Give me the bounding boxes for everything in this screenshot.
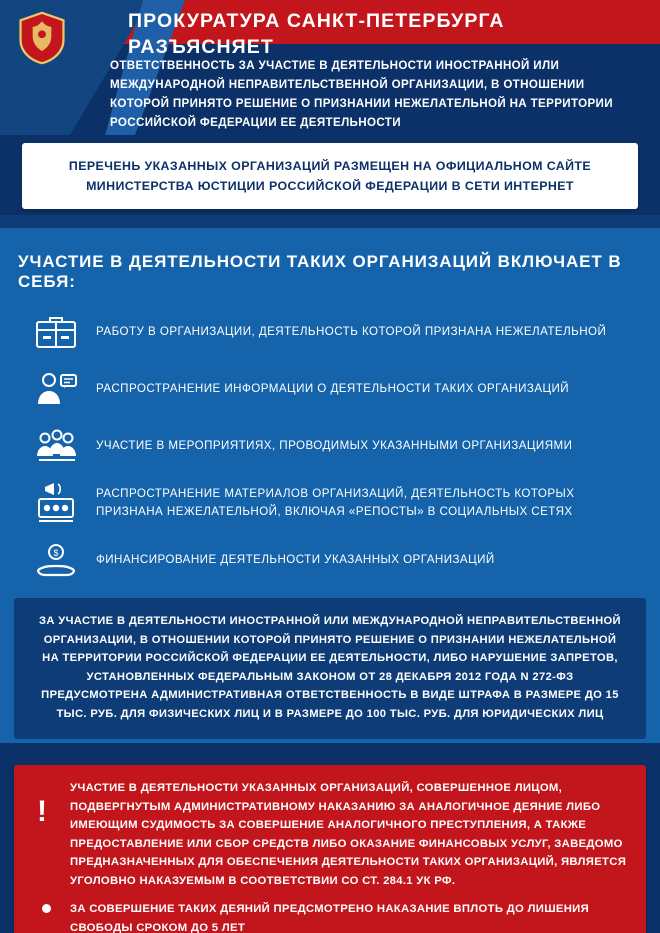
- warning-section: [0, 743, 660, 933]
- list-item: [16, 420, 644, 472]
- registry-callout: ПЕРЕЧЕНЬ УКАЗАННЫХ ОРГАНИЗАЦИЙ РАЗМЕЩЕН НА ОФИЦИАЛЬНОМ САЙТЕ МИНИСТЕРСТВА ЮСТИЦИИ РОССИЙСКОЙ ФЕДЕРАЦИИ В СЕТИ ИНТЕРНЕТ: [22, 143, 638, 209]
- list-item: [16, 363, 644, 415]
- prosecutor-emblem-icon: [14, 10, 70, 66]
- warning-paragraph-1: УЧАСТИЕ В ДЕЯТЕЛЬНОСТИ УКАЗАННЫХ ОРГАНИЗАЦИЙ, СОВЕРШЕННОЕ ЛИЦОМ, ПОДВЕРГНУТЫМ АДМИНИСТРАТИВНОМУ НАКАЗАНИЮ ЗА АНАЛОГИЧНОЕ ДЕЯНИЕ ЛИБО ИМЕЮЩИМ СУДИМОСТЬ ЗА СОВЕРШЕНИЕ АНАЛОГИЧНОГО ПРЕСТУПЛЕНИЯ, А ТАКЖЕ ПРЕДОСТАВЛЕНИЕ ИЛИ СБОР СРЕДСТВ ЛИБО ОКАЗАНИЕ ФИНАНСОВЫХ УСЛУГ, ЗАВЕДОМО ПРЕДНАЗНАЧЕННЫХ ДЛЯ ОБЕСПЕЧЕНИЯ ДЕЯТЕЛЬНОСТИ ТАКИХ ОРГАНИЗАЦИЙ, ЯВЛЯЕТСЯ УГОЛОВНО НАКАЗУЕМЫМ В СООТВЕТСТВИИ СО СТ. 284.1 УК РФ.: [70, 782, 627, 887]
- bullet-dot-icon: [42, 904, 51, 913]
- list-item-label: РАБОТУ В ОРГАНИЗАЦИИ, ДЕЯТЕЛЬНОСТЬ КОТОРОЙ ПРИЗНАНА НЕЖЕЛАТЕЛЬНОЙ: [96, 325, 607, 338]
- list-item-label: УЧАСТИЕ В МЕРОПРИЯТИЯХ, ПРОВОДИМЫХ УКАЗАННЫМИ ОРГАНИЗАЦИЯМИ: [96, 439, 573, 452]
- poster-title: ПРОКУРАТУРА САНКТ-ПЕТЕРБУРГА РАЗЪЯСНЯЕТ: [128, 10, 505, 58]
- briefcase-icon: [16, 308, 96, 356]
- list-item-label: РАСПРОСТРАНЕНИЕ МАТЕРИАЛОВ ОРГАНИЗАЦИЙ, ДЕЯТЕЛЬНОСТЬ КОТОРЫХ ПРИЗНАНА НЕЖЕЛАТЕЛЬНОЙ, ВКЛЮЧАЯ «РЕПОСТЫ» В СОЦИАЛЬНЫХ СЕТЯХ: [96, 487, 575, 518]
- criminal-liability-box: [14, 765, 646, 933]
- hand-money-icon: [16, 536, 96, 584]
- list-item-label: ФИНАНСИРОВАНИЕ ДЕЯТЕЛЬНОСТИ УКАЗАННЫХ ОРГАНИЗАЦИЙ: [96, 553, 495, 566]
- header-divider: [0, 215, 660, 228]
- main-section: [0, 228, 660, 743]
- list-item: [16, 477, 644, 529]
- poster-subtitle: ОТВЕТСТВЕННОСТЬ ЗА УЧАСТИЕ В ДЕЯТЕЛЬНОСТИ ИНОСТРАННОЙ ИЛИ МЕЖДУНАРОДНОЙ НЕПРАВИТЕЛЬСТВЕННОЙ ОРГАНИЗАЦИИ, В ОТНОШЕНИИ КОТОРОЙ ПРИНЯТО РЕШЕНИЕ О ПРИЗНАНИИ НЕЖЕЛАТЕЛЬНОЙ НА ТЕРРИТОРИИ РОССИЙСКОЙ ФЕДЕРАЦИИ ЕЕ ДЕЯТЕЛЬНОСТИ: [110, 59, 613, 129]
- list-item-label: РАСПРОСТРАНЕНИЕ ИНФОРМАЦИИ О ДЕЯТЕЛЬНОСТИ ТАКИХ ОРГАНИЗАЦИЙ: [96, 382, 570, 395]
- warning-paragraph-2: [70, 900, 628, 933]
- administrative-liability-note: ЗА УЧАСТИЕ В ДЕЯТЕЛЬНОСТИ ИНОСТРАННОЙ ИЛИ МЕЖДУНАРОДНОЙ НЕПРАВИТЕЛЬСТВЕННОЙ ОРГАНИЗАЦИИ, В ОТНОШЕНИИ КОТОРОЙ ПРИНЯТО РЕШЕНИЕ О ПРИЗНАНИИ НЕЖЕЛАТЕЛЬНОЙ НА ТЕРРИТОРИИ РОССИЙСКОЙ ФЕДЕРАЦИИ ЕЕ ДЕЯТЕЛЬНОСТИ, ЛИБО НАРУШЕНИЕ ЗАПРЕТОВ, УСТАНОВЛЕННЫХ ФЕДЕРАЛЬНЫМ ЗАКОНОМ ОТ 28 ДЕКАБРЯ 2012 ГОДА N 272-ФЗ ПРЕДУСМОТРЕНА АДМИНИСТРАТИВНАЯ ОТВЕТСТВЕННОСТЬ В ВИДЕ ШТРАФА В РАЗМЕРЕ ДО 15 ТЫС. РУБ. ДЛЯ ФИЗИЧЕСКИХ ЛИЦ И В РАЗМЕРЕ ДО 100 ТЫС. РУБ. ДЛЯ ЮРИДИЧЕСКИХ ЛИЦ: [14, 598, 646, 739]
- poster-header: [0, 0, 660, 215]
- exclamation-icon: !: [37, 795, 47, 828]
- group-people-icon: [16, 422, 96, 470]
- megaphone-network-icon: [16, 479, 96, 527]
- list-item: [16, 534, 644, 586]
- activity-list: [0, 306, 660, 586]
- warning-paragraph-2-label: ЗА СОВЕРШЕНИЕ ТАКИХ ДЕЯНИЙ ПРЕДСМОТРЕНО НАКАЗАНИЕ ВПЛОТЬ ДО ЛИШЕНИЯ СВОБОДЫ СРОКОМ ДО 5 ЛЕТ: [70, 903, 589, 933]
- speaker-person-icon: [16, 365, 96, 413]
- main-heading: УЧАСТИЕ В ДЕЯТЕЛЬНОСТИ ТАКИХ ОРГАНИЗАЦИЙ ВКЛЮЧАЕТ В СЕБЯ:: [18, 252, 622, 291]
- svg-text:$: $: [53, 548, 59, 558]
- list-item: [16, 306, 644, 358]
